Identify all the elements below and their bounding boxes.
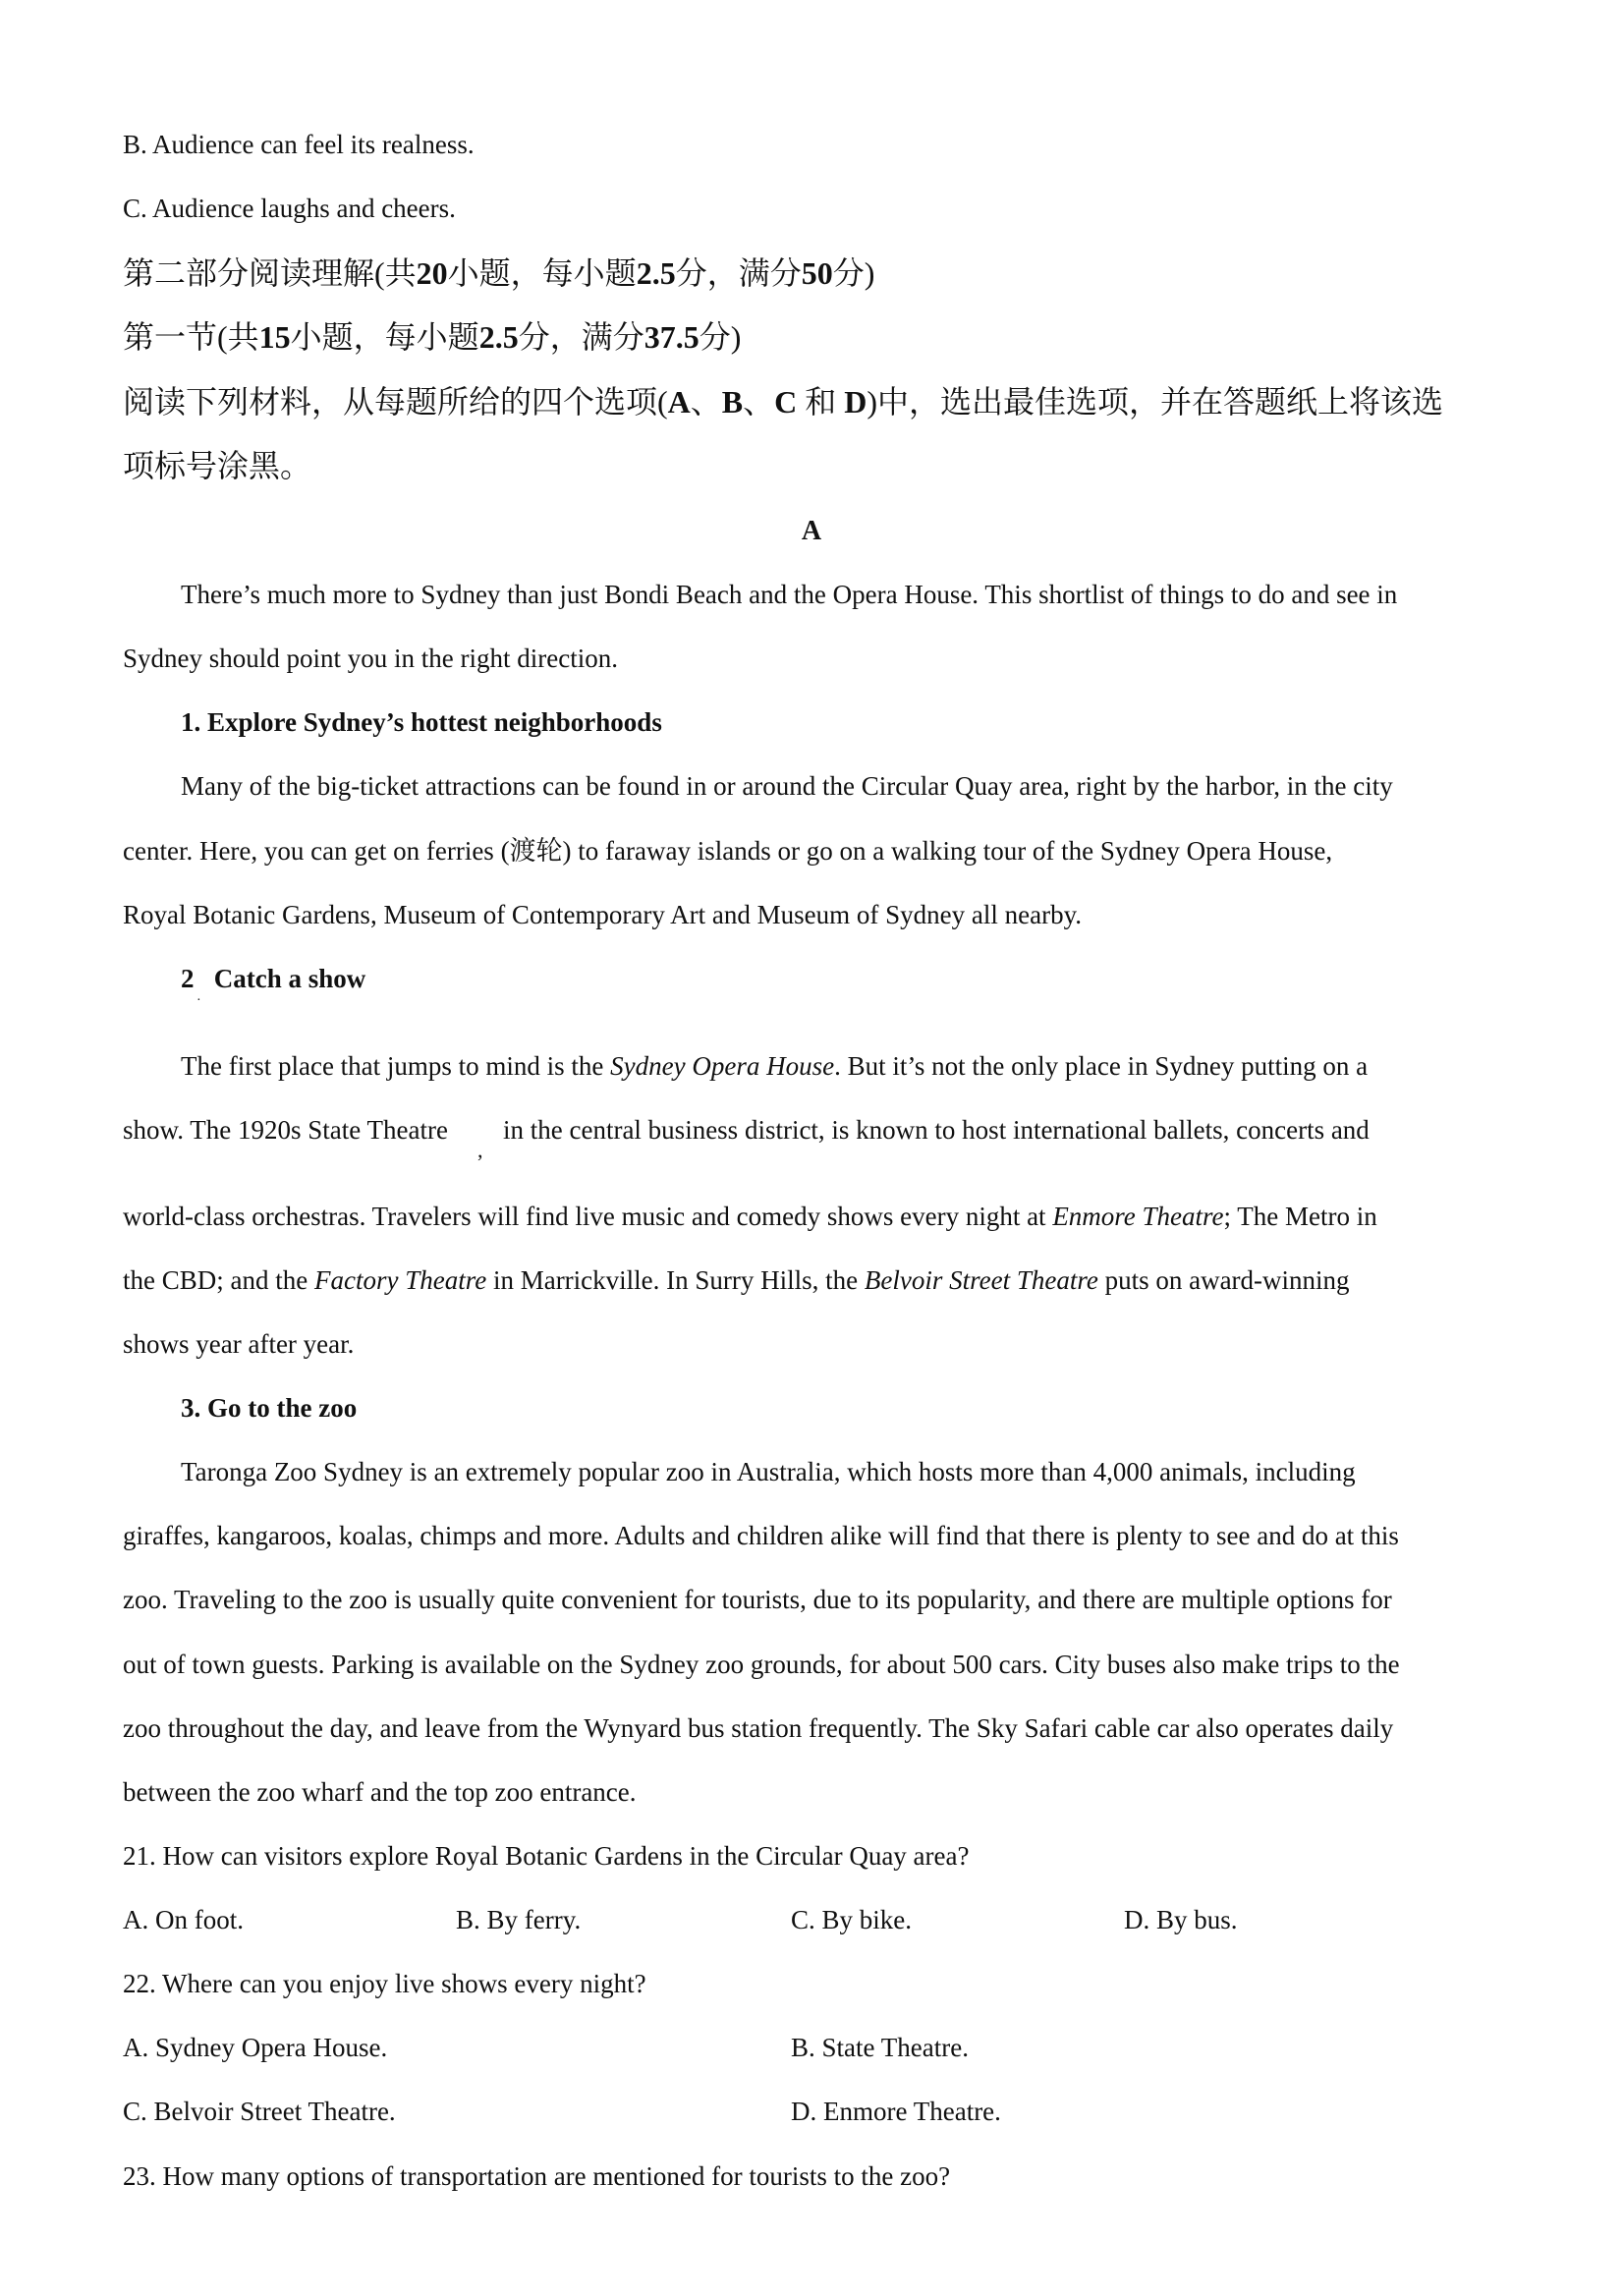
top-option-c: C. Audience laughs and cheers. (123, 194, 456, 223)
passage-label: A (801, 516, 822, 546)
p3-line-5: zoo throughout the day, and leave from the Wynyard bus station frequently. The Sky Safari cable car also operates daily (123, 1713, 1394, 1743)
q22-option-c: C. Belvoir Street Theatre. (123, 2097, 396, 2126)
p2-line-3: world-class orchestras. Travelers will find live music and comedy shows every night at Enmore Theatre; The Metro in (123, 1202, 1377, 1231)
top-option-b: B. Audience can feel its realness. (123, 130, 475, 159)
q21-option-c: C. By bike. (791, 1905, 913, 1934)
q21-option-d: D. By bus. (1124, 1905, 1238, 1934)
section1-heading: 第一节(共15小题，每小题2.5分，满分37.5分) (123, 319, 742, 355)
p1-line-1: Many of the big-ticket attractions can be found in or around the Circular Quay area, right by the harbor, in the city (181, 771, 1393, 801)
p3-line-1: Taronga Zoo Sydney is an extremely popular zoo in Australia, which hosts more than 4,000 animals, including (181, 1457, 1356, 1486)
p3-line-4: out of town guests. Parking is available on the Sydney zoo grounds, for about 500 cars. City buses also make trips to the (123, 1650, 1400, 1679)
q22-option-a: A. Sydney Opera House. (123, 2033, 388, 2062)
p3-line-2: giraffes, kangaroos, koalas, chimps and more. Adults and children alike will find that there is plenty to see and do at this (123, 1521, 1399, 1550)
question-21-stem: 21. How can visitors explore Royal Botanic Gardens in the Circular Quay area? (123, 1841, 970, 1871)
q22-option-b: B. State Theatre. (791, 2033, 969, 2062)
p2-line-2-part-b: in the central business district, is known to host international ballets, concerts and (503, 1115, 1370, 1145)
heading-catch-show: 2 Catch a show (181, 964, 366, 993)
heading-zoo: 3. Go to the zoo (181, 1393, 358, 1423)
intro-line-2: Sydney should point you in the right direction. (123, 644, 618, 673)
p2-line-2-comma: , (477, 1138, 483, 1162)
heading-neighborhoods: 1. Explore Sydney’s hottest neighborhoods (181, 707, 662, 737)
q22-option-d: D. Enmore Theatre. (791, 2097, 1001, 2126)
p1-line-3: Royal Botanic Gardens, Museum of Contemporary Art and Museum of Sydney all nearby. (123, 900, 1083, 929)
p2-line-2-part-a: show. The 1920s State Theatre (123, 1115, 448, 1145)
p2-line-4: the CBD; and the Factory Theatre in Marrickville. In Surry Hills, the Belvoir Street Theatre puts on award-winning (123, 1265, 1350, 1295)
instruction-line-1: 阅读下列材料，从每题所给的四个选项(A、B、C 和 D)中，选出最佳选项，并在答题纸上将该选 (123, 384, 1444, 420)
p3-line-3: zoo. Traveling to the zoo is usually quite convenient for tourists, due to its popularity, and there are multiple options for (123, 1585, 1392, 1614)
intro-line-1: There’s much more to Sydney than just Bondi Beach and the Opera House. This shortlist of things to do and see in (181, 580, 1398, 609)
question-23-stem: 23. How many options of transportation are mentioned for tourists to the zoo? (123, 2161, 951, 2191)
instruction-line-2: 项标号涂黑。 (123, 448, 312, 483)
stray-dot: · (196, 993, 201, 1008)
part2-heading: 第二部分阅读理解(共20小题，每小题2.5分，满分50分) (123, 255, 875, 291)
q21-option-b: B. By ferry. (456, 1905, 582, 1934)
p3-line-6: between the zoo wharf and the top zoo entrance. (123, 1777, 637, 1807)
p1-line-2: center. Here, you can get on ferries (渡轮) to faraway islands or go on a walking tour of the Sydney Opera House, (123, 836, 1333, 866)
question-22-stem: 22. Where can you enjoy live shows every night? (123, 1969, 646, 1998)
p2-line-5: shows year after year. (123, 1329, 355, 1359)
q21-option-a: A. On foot. (123, 1905, 244, 1934)
p2-line-1: The first place that jumps to mind is the Sydney Opera House. But it’s not the only place in Sydney putting on a (181, 1051, 1369, 1081)
